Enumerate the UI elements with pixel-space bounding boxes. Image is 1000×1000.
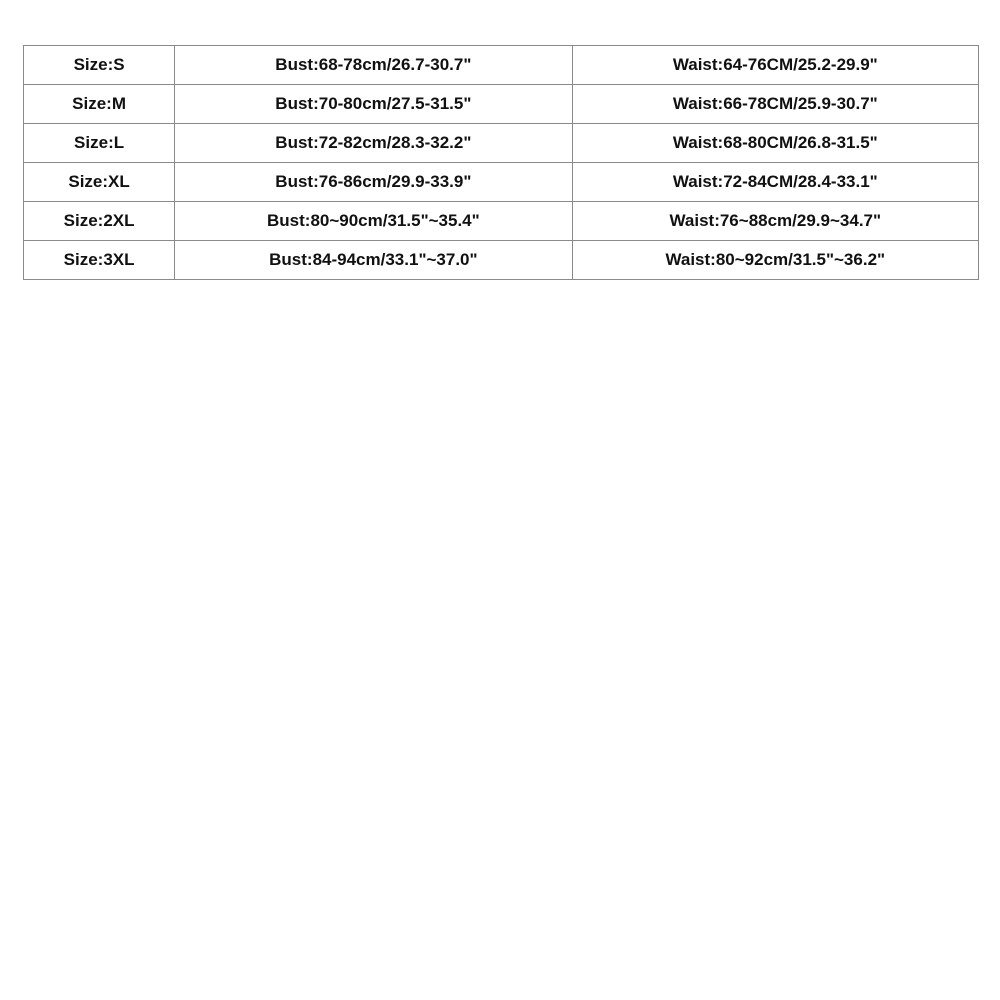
bust-cell: Bust:76-86cm/29.9-33.9" bbox=[175, 163, 572, 202]
waist-cell: Waist:68-80CM/26.8-31.5" bbox=[572, 124, 978, 163]
size-cell: Size:3XL bbox=[24, 241, 175, 280]
table-row bbox=[24, 202, 979, 241]
bust-cell: Bust:72-82cm/28.3-32.2" bbox=[175, 124, 572, 163]
size-cell: Size:M bbox=[24, 85, 175, 124]
waist-cell: Waist:66-78CM/25.9-30.7" bbox=[572, 85, 978, 124]
waist-cell: Waist:64-76CM/25.2-29.9" bbox=[572, 46, 978, 85]
bust-cell: Bust:84-94cm/33.1"~37.0" bbox=[175, 241, 572, 280]
table-row bbox=[24, 85, 979, 124]
waist-cell: Waist:72-84CM/28.4-33.1" bbox=[572, 163, 978, 202]
size-cell: Size:2XL bbox=[24, 202, 175, 241]
bust-cell: Bust:70-80cm/27.5-31.5" bbox=[175, 85, 572, 124]
waist-cell: Waist:80~92cm/31.5"~36.2" bbox=[572, 241, 978, 280]
size-cell: Size:L bbox=[24, 124, 175, 163]
bust-cell: Bust:80~90cm/31.5"~35.4" bbox=[175, 202, 572, 241]
size-cell: Size:XL bbox=[24, 163, 175, 202]
size-cell: Size:S bbox=[24, 46, 175, 85]
waist-cell: Waist:76~88cm/29.9~34.7" bbox=[572, 202, 978, 241]
table-row bbox=[24, 163, 979, 202]
table-row bbox=[24, 124, 979, 163]
bust-cell: Bust:68-78cm/26.7-30.7" bbox=[175, 46, 572, 85]
size-chart-body bbox=[24, 46, 979, 280]
size-chart-table bbox=[23, 45, 979, 280]
table-row bbox=[24, 241, 979, 280]
table-row bbox=[24, 46, 979, 85]
